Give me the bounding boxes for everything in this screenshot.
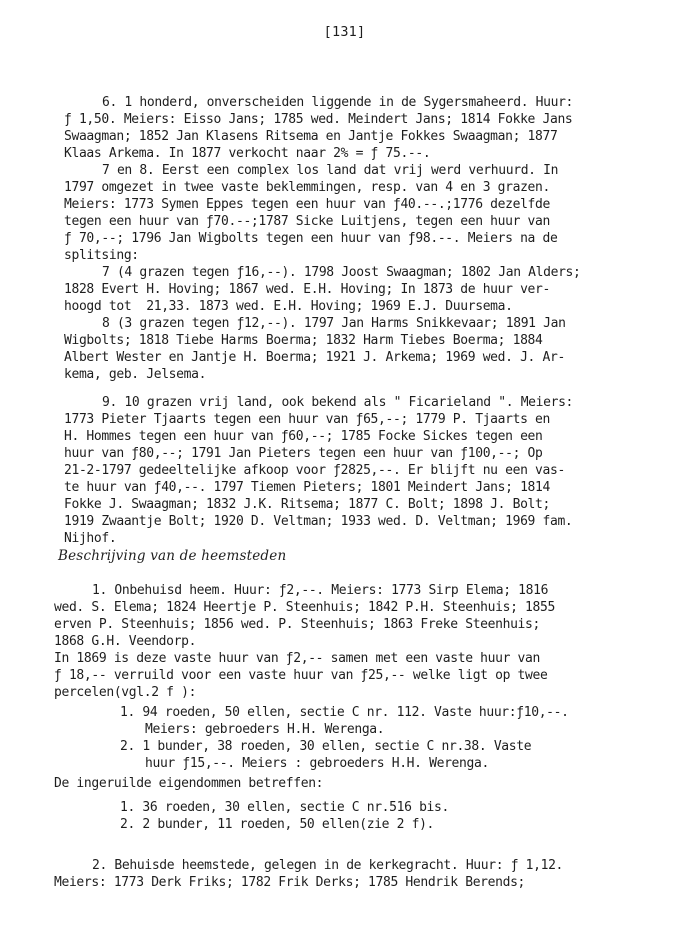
text-line: 21-2-1797 gedeeltelijke afkoop voor ƒ2825,--. Er blijft nu een vas-: [64, 463, 565, 478]
text-line: Swaagman; 1852 Jan Klasens Ritsema en Jantje Fokkes Swaagman; 1877: [64, 129, 558, 144]
list-item: 1. 36 roeden, 30 ellen, sectie C nr.516 bis.: [120, 800, 449, 815]
text-line: 7 (4 grazen tegen ƒ16,--). 1798 Joost Swaagman; 1802 Jan Alders;: [102, 265, 581, 280]
list-item: 2. 1 bunder, 38 roeden, 30 ellen, sectie C nr.38. Vaste: [120, 739, 532, 754]
text-line: Meiers: 1773 Derk Friks; 1782 Frik Derks; 1785 Hendrik Berends;: [54, 875, 526, 890]
text-line: huur van ƒ80,--; 1791 Jan Pieters tegen een huur van ƒ100,--; Op: [64, 446, 543, 461]
text-line: splitsing:: [64, 248, 139, 263]
text-line: tegen een huur van ƒ70.--;1787 Sicke Luitjens, tegen een huur van: [64, 214, 550, 229]
text-line: 2. Behuisde heemstede, gelegen in de kerkegracht. Huur: ƒ 1,12.: [92, 858, 564, 873]
text-line: te huur van ƒ40,--. 1797 Tiemen Pieters; 1801 Meindert Jans; 1814: [64, 480, 550, 495]
text-line: kema, geb. Jelsema.: [64, 367, 207, 382]
text-line: hoogd tot 21,33. 1873 wed. E.H. Hoving; 1969 E.J. Duursema.: [64, 299, 513, 314]
text-line: 1919 Zwaantje Bolt; 1920 D. Veltman; 1933 wed. D. Veltman; 1969 fam.: [64, 514, 573, 529]
text-line: Fokke J. Swaagman; 1832 J.K. Ritsema; 1877 C. Bolt; 1898 J. Bolt;: [64, 497, 550, 512]
text-line: 7 en 8. Eerst een complex los land dat vrij werd verhuurd. In: [102, 163, 559, 178]
text-line: erven P. Steenhuis; 1856 wed. P. Steenhuis; 1863 Freke Steenhuis;: [54, 617, 540, 632]
text-line: percelen(vgl.2 f ):: [54, 685, 197, 700]
text-line: 1. Onbehuisd heem. Huur: ƒ2,--. Meiers: 1773 Sirp Elema; 1816: [92, 583, 549, 598]
text-line: wed. S. Elema; 1824 Heertje P. Steenhuis; 1842 P.H. Steenhuis; 1855: [54, 600, 555, 615]
text-line: Albert Wester en Jantje H. Boerma; 1921 J. Arkema; 1969 wed. J. Ar-: [64, 350, 565, 365]
section-title: Beschrijving van de heemsteden: [58, 548, 287, 564]
text-line: Nijhof.: [64, 531, 117, 546]
list-item: 2. 2 bunder, 11 roeden, 50 ellen(zie 2 f).: [120, 817, 435, 832]
text-line: H. Hommes tegen een huur van ƒ60,--; 1785 Focke Sickes tegen een: [64, 429, 543, 444]
text-line: Meiers: 1773 Symen Eppes tegen een huur van ƒ40.--.;1776 dezelfde: [64, 197, 550, 212]
text-line: Klaas Arkema. In 1877 verkocht naar 2% = ƒ 75.--.: [64, 146, 431, 161]
text-line: 1868 G.H. Veendorp.: [54, 634, 197, 649]
text-line: In 1869 is deze vaste huur van ƒ2,-- samen met een vaste huur van: [54, 651, 540, 666]
text-line: Wigbolts; 1818 Tiebe Harms Boerma; 1832 Harm Tiebes Boerma; 1884: [64, 333, 543, 348]
text-line: ƒ 70,--; 1796 Jan Wigbolts tegen een huur van ƒ98.--. Meiers na de: [64, 231, 558, 246]
text-line: 8 (3 grazen tegen ƒ12,--). 1797 Jan Harms Snikkevaar; 1891 Jan: [102, 316, 566, 331]
text-line: ƒ 18,-- verruild voor een vaste huur van ƒ25,-- welke ligt op twee: [54, 668, 548, 683]
text-line: 9. 10 grazen vrij land, ook bekend als " Ficarieland ". Meiers:: [102, 395, 574, 410]
text-line: 1797 omgezet in twee vaste beklemmingen, resp. van 4 en 3 grazen.: [64, 180, 550, 195]
list-item-continuation: huur ƒ15,--. Meiers : gebroeders H.H. Werenga.: [145, 756, 489, 771]
text-line: 6. 1 honderd, onverscheiden liggende in de Sygersmaheerd. Huur:: [102, 95, 574, 110]
list-item: 1. 94 roeden, 50 ellen, sectie C nr. 112. Vaste huur:ƒ10,--.: [120, 705, 569, 720]
text-line: De ingeruilde eigendommen betreffen:: [54, 776, 324, 791]
text-line: 1773 Pieter Tjaarts tegen een huur van ƒ65,--; 1779 P. Tjaarts en: [64, 412, 550, 427]
page-number: [131]: [323, 24, 366, 40]
list-item-continuation: Meiers: gebroeders H.H. Werenga.: [145, 722, 385, 737]
text-line: 1828 Evert H. Hoving; 1867 wed. E.H. Hoving; In 1873 de huur ver-: [64, 282, 550, 297]
text-line: ƒ 1,50. Meiers: Eisso Jans; 1785 wed. Meindert Jans; 1814 Fokke Jans: [64, 112, 573, 127]
